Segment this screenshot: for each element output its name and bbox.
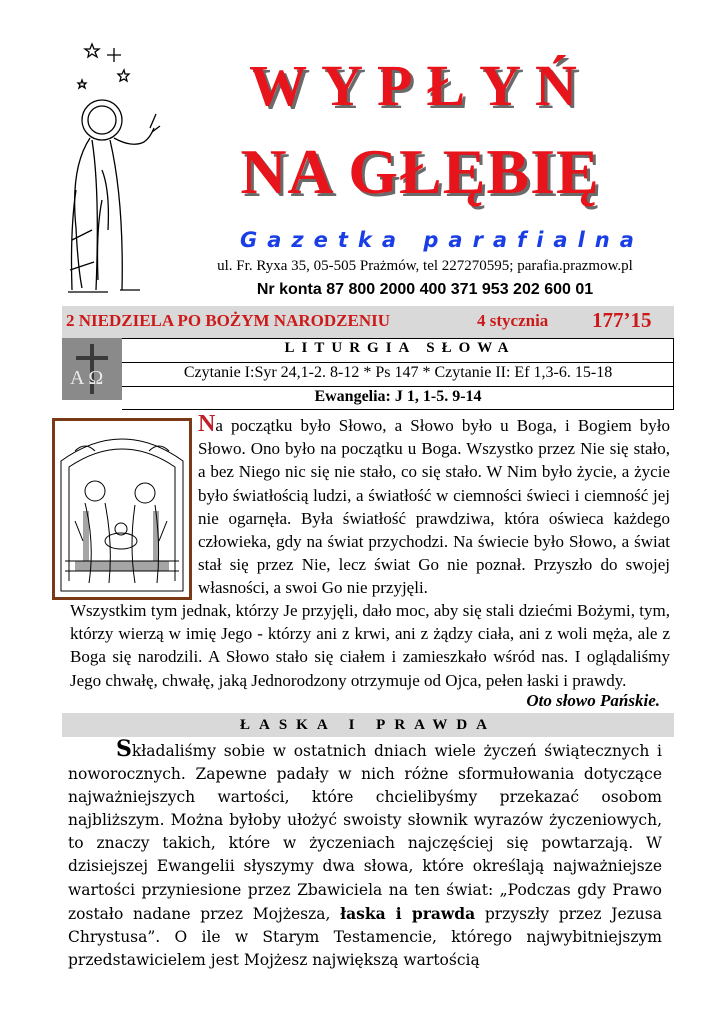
parish-logo-illustration	[62, 40, 162, 296]
issue-date: 4 stycznia	[477, 311, 549, 330]
alpha-omega-cross-icon	[62, 338, 122, 400]
article-body	[68, 738, 662, 972]
parish-address: ul. Fr. Ryxa 35, 05-505 Prażmów, tel 227270595; parafia.prazmow.pl	[217, 258, 633, 274]
gospel-closing: Oto słowo Pańskie.	[526, 691, 660, 710]
nativity-engraving-image	[52, 418, 192, 600]
article-dropcap: S	[116, 736, 132, 762]
liturgy-gospel-reference: Ewangelia: J 1, 1-5. 9-14	[314, 388, 482, 405]
gospel-text-part2: Wszystkim tym jednak, którzy Je przyjęli, dało moc, aby się stali dziećmi Bożymi, tym, którzy wierzą w imię Jego - którzy ani z krwi, ani z żądzy ciała, ani z woli męża, ale z Boga się narodzili. A Słowo stało się ciałem i zamieszkało wśród nas. I oglądaliśmy Jego chwałę, chwałę, jaką Jednorodzony otrzymuje od Ojca, pełen łaski i prawdy.	[70, 601, 670, 690]
article-paragraph	[68, 738, 662, 972]
article-text-a: kładaliśmy sobie w ostatnich dniach wiele życzeń świątecznych i noworocznych. Zapewne padały w nich różne sformułowania dotyczące najważniejszych wartości, które chcielibyśmy przekazać osobom najbliższym. Można byłoby ułożyć swoisty słownik wyrazów życzeniowych, to znaczy takich, które w życzeniach najczęściej się powtarzają. W dzisiejszej Ewangelii słyszymy dwa słowa, które określają najważniejsze wartości przyniesione przez Zbawiciela na ten świat: „Podczas gdy Prawo zostało nadane przez Mojżesza,	[68, 742, 662, 923]
liturgy-divider	[122, 362, 674, 363]
gospel-text-body1: a początku było Słowo, a Słowo było u Boga, i Bogiem było Słowo. Ono było na początku u Boga. Wszystko przez Nie się stało, a bez Niego nic się nie stało, co się stało. W Nim było życie, a życie było światłością ludzi, a światłość w ciemności świeci i ciemność jej nie ogarnęła. Była światłość prawdziwa, która oświeca każdego człowieka, gdy na świat przychodzi. Na świecie było Słowo, a świat stał się przez Nie, lecz świat Go nie poznał. Przyszło do swojej własności, a swoi Go nie przyjęli.	[198, 416, 670, 598]
date-band	[62, 306, 674, 338]
liturgy-divider	[122, 386, 674, 387]
article-text-b: przyszły przez Jezusa Chrystusa”. O ile w Starym Testamencie, którego najwybitniejszym przedstawicielem jest Mojżesz największą wartością	[68, 904, 662, 969]
gospel-dropcap: N	[198, 411, 216, 437]
alpha-omega-symbols: Α Ω	[70, 367, 104, 389]
section-title: ŁASKA I PRAWDA	[62, 713, 674, 737]
saint-figure-icon	[62, 40, 162, 296]
article-bold-phrase: łaska i prawda	[340, 903, 476, 923]
newsletter-title-line1: WYPŁYŃ	[249, 53, 591, 118]
issue-number: 177’15	[592, 308, 652, 332]
liturgy-readings: Czytanie I:Syr 24,1-2. 8-12 * Ps 147 * Czytanie II: Ef 1,3-6. 15-18	[183, 364, 613, 381]
liturgy-title: LITURGIA SŁOWA	[284, 340, 516, 356]
sunday-name: 2 NIEDZIELA PO BOŻYM NARODZENIU	[66, 311, 390, 330]
bank-account: Nr konta 87 800 2000 400 371 953 202 600 01	[256, 281, 594, 298]
newsletter-title-line2: NA GŁĘBIĘ	[240, 136, 600, 207]
newsletter-subtitle: Gazetka parafialna	[240, 228, 644, 252]
gospel-text-part1	[198, 411, 670, 600]
